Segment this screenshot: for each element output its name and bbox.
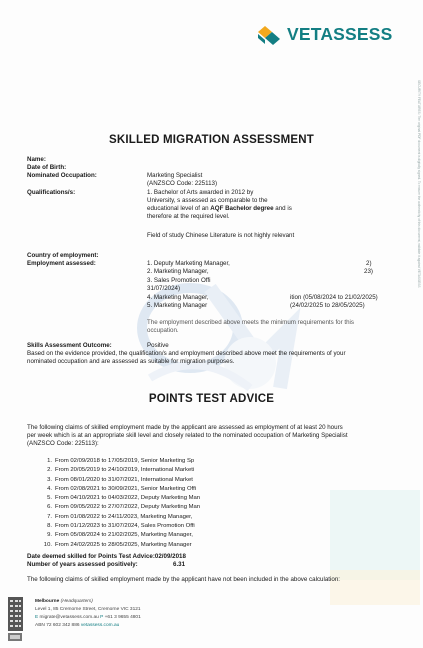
points-test-title: POINTS TEST ADVICE [148, 393, 275, 405]
vetassess-logo-icon [256, 22, 282, 46]
footer [0, 597, 423, 648]
employment-label: Employment assessed: [27, 260, 96, 267]
outcome-label: Skills Assessment Outcome: [27, 342, 112, 349]
employment-right-5: (24/02/2025 to 28/05/2025) [290, 302, 365, 309]
years-assessed-value: 6.31 [173, 561, 186, 568]
employment-item [40, 476, 200, 485]
employment-item-number: 3. [47, 476, 52, 483]
employment-item [40, 457, 200, 466]
employment-item [40, 503, 200, 512]
employment-item-number: 10. [43, 541, 52, 548]
employment-item-text: From 01/08/2022 to 24/11/2023, Marketing Manager, [55, 513, 193, 520]
outcome-desc-2: nominated occupation and are assessed as suitable for migration purposes. [27, 358, 235, 365]
aqf-level: AQF Bachelor degree [210, 205, 274, 212]
employment-line-3: 3. Sales Promotion Offi [147, 277, 211, 284]
employment-item-text: From 08/01/2020 to 31/07/2021, International Market [55, 476, 193, 483]
employment-item [40, 513, 200, 522]
points-intro-2 [27, 432, 348, 439]
employment-item [40, 466, 200, 475]
occupation-label: Nominated Occupation: [27, 172, 97, 179]
employment-item-number: 6. [47, 504, 52, 511]
employment-note-1: The employment described above meets the minimum requirements for this [147, 319, 355, 326]
building-icon [8, 597, 23, 631]
employment-item-number: 7. [47, 513, 52, 520]
qualification-line-2: University, s assessed as comparable to the [147, 197, 268, 204]
date-skilled-value: 02/09/2018 [154, 553, 186, 560]
website-link[interactable]: vetassess.com.au [80, 623, 120, 628]
footer-office-note: (Headquarters) [60, 599, 93, 604]
employment-item-text: From 01/12/2023 to 31/07/2024, Sales Promotion Offi [55, 523, 195, 530]
phone-label: P [100, 615, 104, 620]
points-intro-1: The following claims of skilled employment made by the applicant are assessed as employment of at least 20 hours [27, 424, 343, 431]
certification-seal-icon [8, 633, 22, 641]
footer-abn-line [35, 623, 119, 628]
employment-item-text: From 02/08/2021 to 30/09/2021, Senior Marketing Offi [55, 485, 197, 492]
qualification-line-3-prefix: educational level of an [147, 205, 211, 212]
employment-right-4: ition (05/08/2024 to 21/02/2025) [290, 294, 378, 301]
watermark-teal-block [330, 490, 420, 580]
footer-office [35, 599, 93, 604]
employment-item-text: From 04/10/2021 to 04/03/2022, Deputy Marketing Man [55, 495, 201, 502]
employment-item-number: 1. [47, 458, 52, 464]
employment-item-text: From 24/02/2025 to 28/05/2025, Marketing Manager [55, 541, 192, 548]
employment-item-text: From 02/09/2018 to 17/05/2019, Senior Marketing Sp [55, 458, 195, 464]
security-side-text: SECURITY FEATURES: The original PDF document is digitally signed. To ensure the authenticity of this document, validate it against VETASSESS [417, 80, 421, 288]
footer-contact [35, 615, 141, 620]
employment-line-5: 5. Marketing Manager [147, 302, 208, 309]
employment-right-1: 2) [366, 260, 372, 267]
footer-abn: ABN 72 602 342 886 [35, 623, 80, 628]
employment-item-number: 9. [47, 532, 52, 539]
employment-item-number: 4. [47, 485, 52, 492]
anzsco-code: (ANZSCO Code: 225113) [147, 180, 218, 187]
employment-item [40, 485, 200, 494]
points-intro-3: (ANZSCO Code: 225113): [27, 440, 99, 447]
footer-office-name: Melbourne [35, 599, 60, 604]
points-intro-2-text: per week which is at an appropriate skill level and closely related to the nominated occupation of [27, 432, 293, 439]
date-skilled-label: Date deemed skilled for Points Test Advice: [27, 553, 155, 560]
employment-item-text: From 09/05/2022 to 27/07/2022, Deputy Marketing Man [55, 504, 201, 511]
employment-item-number: 8. [47, 523, 52, 530]
field-of-study-note: Field of study Chinese Literature is not highly relevant [147, 232, 295, 239]
date-deemed-skilled [27, 553, 186, 560]
years-assessed-label: Number of years assessed positively: [27, 561, 138, 568]
outcome-value: Positive [147, 342, 169, 349]
points-occupation: Marketing Specialist [292, 432, 348, 439]
vetassess-logo [256, 22, 393, 46]
employment-line-1: 1. Deputy Marketing Manager, [147, 260, 230, 267]
qualifications-label: Qualifications/s: [27, 189, 76, 196]
employment-item-number: 2. [47, 467, 52, 474]
points-employment-list [40, 457, 200, 550]
name-label: Name: [27, 156, 46, 163]
employment-item-text: From 20/05/2019 to 24/10/2019, International Marketi [55, 467, 195, 474]
qualification-line-4: therefore at the required level. [147, 213, 230, 220]
employment-line-4: 4. Marketing Manager, [147, 294, 209, 301]
footer-address: Level 1, 85 Cremorne Street, Cremorne VIC 3121 [35, 607, 141, 612]
not-included-note: The following claims of skilled employment made by the applicant have not been included in the above calculation: [27, 576, 340, 583]
outcome-desc-1: Based on the evidence provided, the qualification/s and employment described above meet the requirements of your [27, 350, 346, 357]
employment-item [40, 541, 200, 550]
employment-item-number: 5. [47, 495, 52, 502]
employment-item [40, 494, 200, 503]
qualification-line-1: 1. Bachelor of Arts awarded in 2012 by [147, 189, 254, 196]
page-title: SKILLED MIGRATION ASSESSMENT [109, 134, 314, 146]
employment-note-2: occupation. [147, 327, 179, 334]
qualification-line-3 [147, 205, 292, 212]
country-label: Country of employment: [27, 252, 99, 259]
phone-number: +61 3 9655 4801 [104, 615, 141, 620]
employment-line-2: 2. Marketing Manager, [147, 268, 209, 275]
qualification-line-3-suffix: and is [273, 205, 292, 212]
email-link[interactable]: migrate@vetassess.com.au [39, 615, 99, 620]
dob-label: Date of Birth: [27, 164, 67, 171]
employment-item [40, 531, 200, 540]
occupation-value: Marketing Specialist [147, 172, 203, 179]
employment-line-3-cont: 31/07/2024) [147, 285, 181, 292]
email-label: E [35, 615, 39, 620]
employment-item-text: From 05/08/2024 to 21/02/2025, Marketing Manager, [55, 532, 193, 539]
employment-right-2: 23) [364, 268, 373, 275]
brand-name: VETASSESS [287, 23, 393, 44]
employment-item [40, 522, 200, 531]
